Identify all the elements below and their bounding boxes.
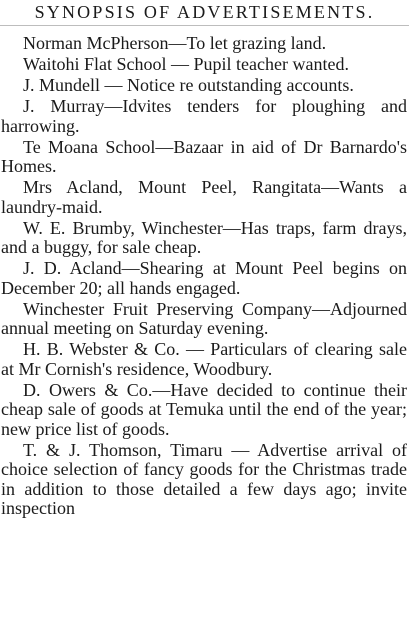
advertisement-item: J. Murray—Idvites tenders for ploughing and harrowing.	[1, 96, 407, 136]
advertisement-item: Te Moana School—Bazaar in aid of Dr Barnardo's Homes.	[1, 136, 407, 176]
advertisement-item: J. D. Acland—Shearing at Mount Peel begins on December 20; all hands engaged.	[1, 258, 407, 298]
page-title: SYNOPSIS OF ADVERTISEMENTS.	[34, 2, 375, 22]
advertisement-item: W. E. Brumby, Winchester—Has traps, farm drays, and a buggy, for sale cheap.	[1, 217, 407, 257]
advertisement-list	[0, 34, 409, 519]
advertisement-item: T. & J. Thomson, Timaru — Advertise arrival of choice selection of fancy goods for the Christmas trade in addition to those detailed a few days ago; invite inspection	[1, 439, 407, 518]
advertisement-item: J. Mundell — Notice re outstanding accounts.	[23, 75, 354, 95]
advertisement-item: Waitohi Flat School — Pupil teacher wanted.	[23, 54, 349, 74]
advertisement-item: H. B. Webster & Co. — Particulars of clearing sale at Mr Cornish's residence, Woodbury.	[1, 339, 407, 379]
advertisement-item: D. Owers & Co.—Have decided to continue their cheap sale of goods at Temuka until the end of the year; new price list of goods.	[1, 379, 407, 439]
advertisement-item: Mrs Acland, Mount Peel, Rangitata—Wants a laundry-maid.	[1, 177, 407, 217]
title-rule	[0, 25, 409, 26]
advertisement-item: Norman McPherson—To let grazing land.	[23, 33, 327, 53]
advertisement-item: Winchester Fruit Preserving Company—Adjourned annual meeting on Saturday evening.	[1, 298, 407, 338]
